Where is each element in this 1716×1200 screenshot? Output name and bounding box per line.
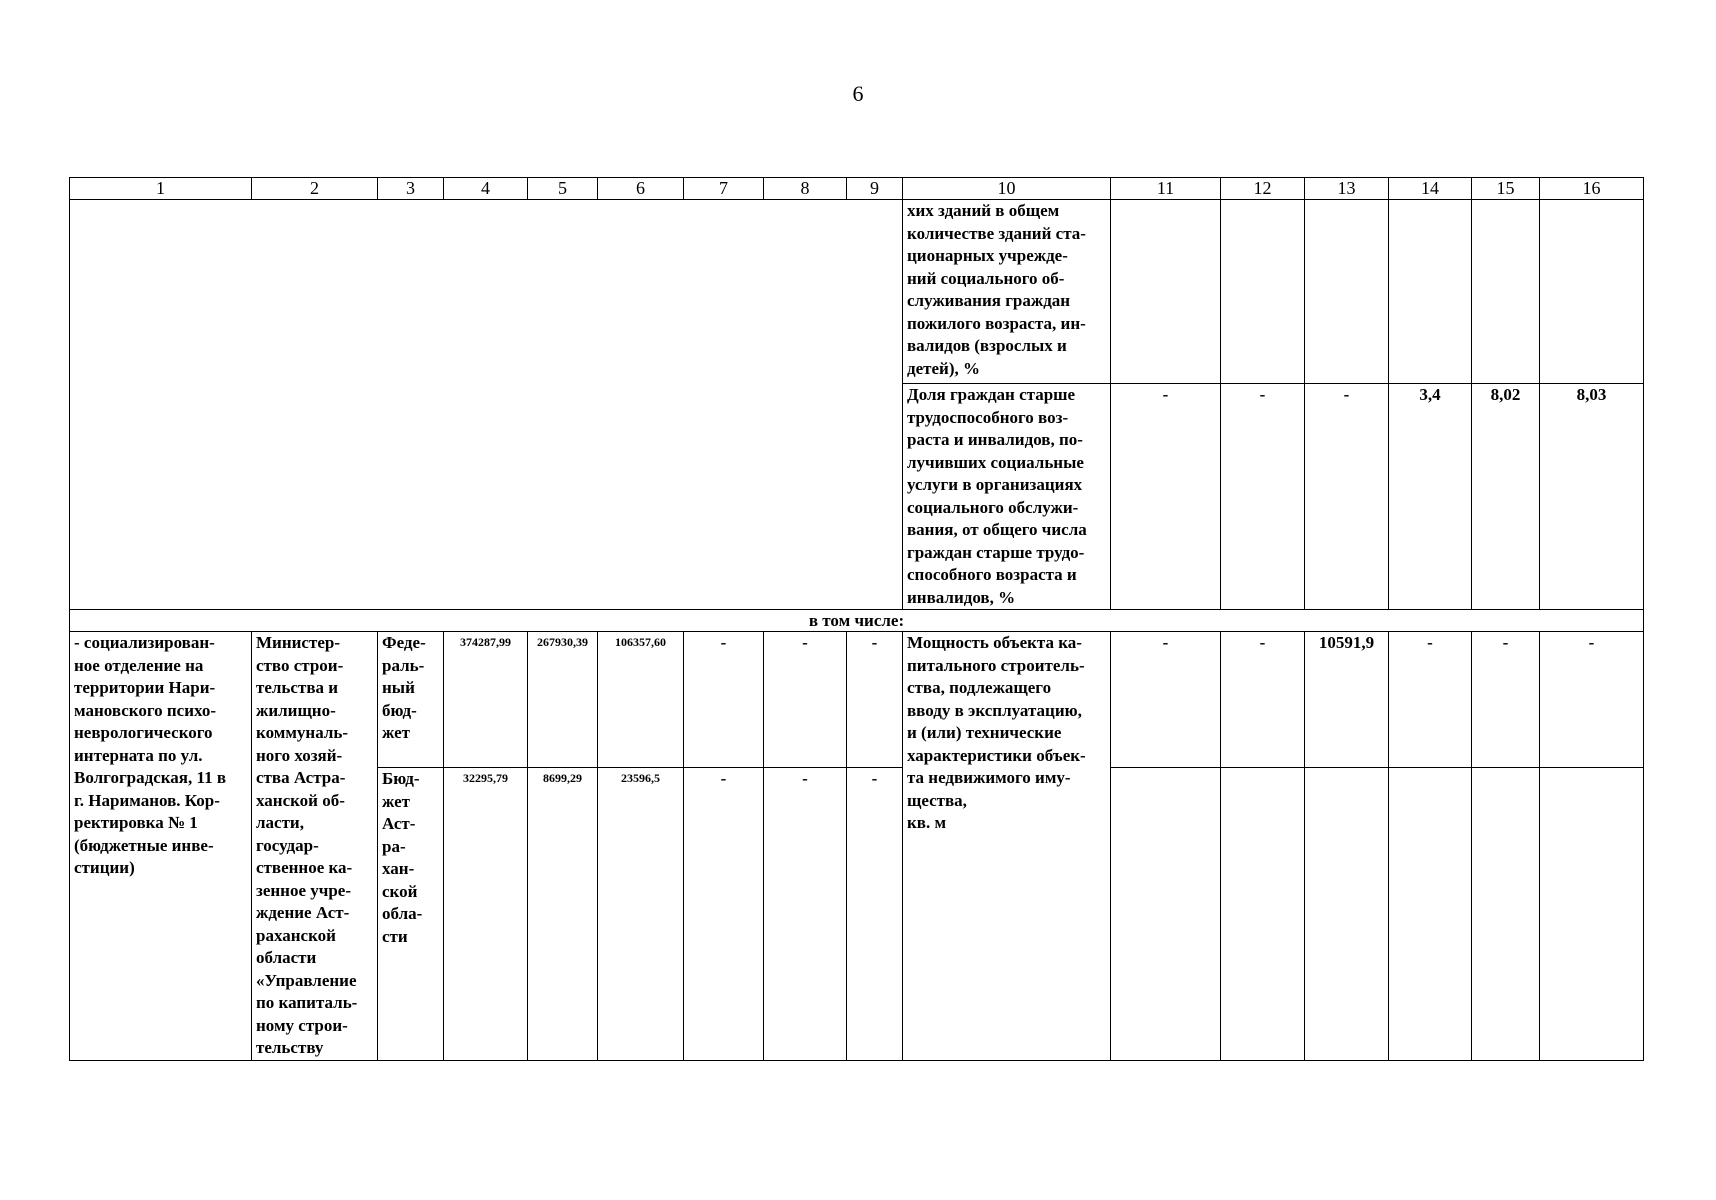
value-cell (1540, 200, 1644, 384)
amount-cell: - (847, 768, 903, 1060)
text-line: тельства и (256, 678, 339, 697)
header-cell: 1 (70, 178, 252, 200)
text-line: ного хозяй- (256, 745, 343, 765)
text-line: территории Нари- (74, 678, 216, 697)
indicator-name-cell (903, 200, 1111, 384)
value-cell (1221, 768, 1305, 1060)
text-line: (бюджетные инве- (74, 835, 214, 855)
value-cell: - (1389, 632, 1472, 768)
value-cell (1472, 200, 1540, 384)
text-line: раханской (256, 925, 336, 945)
text-line: лучивших социальные (907, 452, 1084, 472)
amount-cell: 8699,29 (528, 768, 598, 1060)
value-cell (1472, 768, 1540, 1060)
indicator-name-cell (903, 384, 1111, 610)
text-line: жилищно- (256, 700, 336, 720)
text-line: и (или) технические (907, 723, 1062, 742)
text-line: ное отделение на (74, 655, 204, 675)
value-cell (1111, 200, 1221, 384)
value-cell (1305, 768, 1389, 1060)
text-line: ства Астра- (256, 768, 346, 787)
object-row-federal (70, 632, 1644, 768)
amount-cell: - (847, 632, 903, 768)
header-cell: 7 (684, 178, 764, 200)
text-line: ный (382, 678, 415, 697)
page-number: 6 (852, 81, 864, 106)
text-line: жет (382, 791, 410, 811)
text-line: неврологического (74, 723, 213, 742)
text-line: граждан старше трудо- (907, 542, 1085, 562)
value-cell: - (1111, 632, 1221, 768)
header-cell: 4 (444, 178, 528, 200)
text-line: ство строи- (256, 655, 344, 675)
text-line: ской (382, 881, 418, 901)
column-number-header-row (70, 178, 1644, 200)
value-cell: - (1305, 384, 1389, 610)
text-line: хан- (382, 859, 415, 879)
empty-merged-cell (70, 200, 903, 610)
text-line: ректировка № 1 (74, 813, 198, 832)
value-cell (1540, 768, 1644, 1060)
header-cell: 5 (528, 178, 598, 200)
text-line: ний социального об- (907, 268, 1065, 288)
text-line: ласти, (256, 813, 304, 832)
amount-cell: - (764, 768, 847, 1060)
text-line: ционарных учрежде- (907, 246, 1068, 265)
text-line: Мощность объекта ка- (907, 633, 1082, 652)
header-cell: 3 (378, 178, 444, 200)
text-line: Феде- (382, 633, 426, 652)
value-cell (1305, 200, 1389, 384)
text-line: ждение Аст- (256, 903, 350, 922)
text-line: мановского психо- (74, 700, 217, 720)
text-line: коммуналь- (256, 723, 349, 742)
text-line: социального обслужи- (907, 497, 1079, 517)
header-cell: 8 (764, 178, 847, 200)
text-line: ра- (382, 836, 406, 856)
header-cell: 10 (903, 178, 1111, 200)
text-line: государ- (256, 835, 319, 855)
text-line: способного возраста и (907, 565, 1077, 584)
text-line: ства, подлежащего (907, 678, 1052, 697)
subtitle-row (70, 610, 1644, 632)
amount-cell: 106357,60 (598, 632, 684, 768)
header-cell: 15 (1472, 178, 1540, 200)
text-line: щества, (907, 790, 967, 810)
amount-cell: - (764, 632, 847, 768)
text-line: интерната по ул. (74, 745, 203, 765)
header-cell: 14 (1389, 178, 1472, 200)
header-cell: 16 (1540, 178, 1644, 200)
amount-cell: 32295,79 (444, 768, 528, 1060)
header-cell: 9 (847, 178, 903, 200)
value-cell (1221, 200, 1305, 384)
text-line: «Управление (256, 970, 357, 990)
header-cell: 2 (252, 178, 378, 200)
text-line: питального строитель- (907, 655, 1085, 675)
text-line: инвалидов, % (907, 587, 1016, 607)
funding-source-cell (378, 768, 444, 1060)
text-line: ному строи- (256, 1015, 348, 1035)
value-cell: - (1472, 632, 1540, 768)
text-line: тельству (256, 1038, 324, 1057)
text-line: служивания граждан (907, 291, 1071, 310)
text-line: обла- (382, 904, 423, 924)
funding-source-cell (378, 632, 444, 768)
text-line: ственное ка- (256, 858, 353, 877)
text-line: - социализирован- (74, 633, 215, 652)
text-line: та недвижимого иму- (907, 768, 1071, 787)
amount-cell: 374287,99 (444, 632, 528, 768)
value-cell (1389, 768, 1472, 1060)
text-line: вания, от общего числа (907, 520, 1087, 539)
text-line: раста и инвалидов, по- (907, 430, 1083, 449)
header-cell: 11 (1111, 178, 1221, 200)
text-line: по капиталь- (256, 993, 358, 1012)
responsible-executor-cell (252, 632, 378, 1061)
text-line: зенное учре- (256, 880, 352, 900)
text-line: услуги в организациях (907, 475, 1083, 494)
text-line: кв. м (907, 813, 947, 832)
value-cell: - (1221, 384, 1305, 610)
value-cell (1111, 768, 1221, 1060)
header-cell: 6 (598, 178, 684, 200)
object-name-cell (70, 632, 252, 1061)
value-cell: - (1540, 632, 1644, 768)
text-line: детей), % (907, 358, 980, 378)
text-line: ханской об- (256, 790, 345, 810)
value-cell: - (1111, 384, 1221, 610)
header-cell: 12 (1221, 178, 1305, 200)
amount-cell: - (684, 768, 764, 1060)
text-line: пожилого возраста, ин- (907, 313, 1086, 333)
value-cell: 3,4 (1389, 384, 1472, 610)
text-line: Министер- (256, 633, 340, 652)
value-cell: - (1221, 632, 1305, 768)
text-line: Аст- (382, 814, 416, 834)
indicator-row (70, 200, 1644, 384)
text-line: бюд- (382, 700, 417, 720)
value-cell: 8,03 (1540, 384, 1644, 610)
header-cell: 13 (1305, 178, 1389, 200)
value-cell: 8,02 (1472, 384, 1540, 610)
text-line: хих зданий в общем (907, 201, 1060, 220)
text-line: области (256, 948, 317, 967)
text-line: валидов (взрослых и (907, 336, 1067, 355)
text-line: Волгоградская, 11 в (74, 768, 226, 787)
value-cell: 10591,9 (1305, 632, 1389, 768)
text-line: характеристики объек- (907, 745, 1086, 765)
text-line: сти (382, 926, 408, 946)
indicator-name-cell (903, 632, 1111, 1061)
text-line: г. Нариманов. Кор- (74, 790, 220, 810)
amount-cell: 23596,5 (598, 768, 684, 1060)
amount-cell: - (684, 632, 764, 768)
program-table (69, 177, 1644, 1061)
text-line: раль- (382, 655, 425, 675)
text-line: вводу в эксплуатацию, (907, 700, 1082, 720)
text-line: количестве зданий ста- (907, 223, 1086, 243)
value-cell (1389, 200, 1472, 384)
subtitle-cell: в том числе: (70, 610, 1644, 632)
text-line: стиции) (74, 858, 135, 877)
text-line: Доля граждан старше (907, 385, 1076, 404)
amount-cell: 267930,39 (528, 632, 598, 768)
text-line: трудоспособного воз- (907, 407, 1069, 427)
text-line: Бюд- (382, 769, 420, 789)
text-line: жет (382, 723, 410, 742)
